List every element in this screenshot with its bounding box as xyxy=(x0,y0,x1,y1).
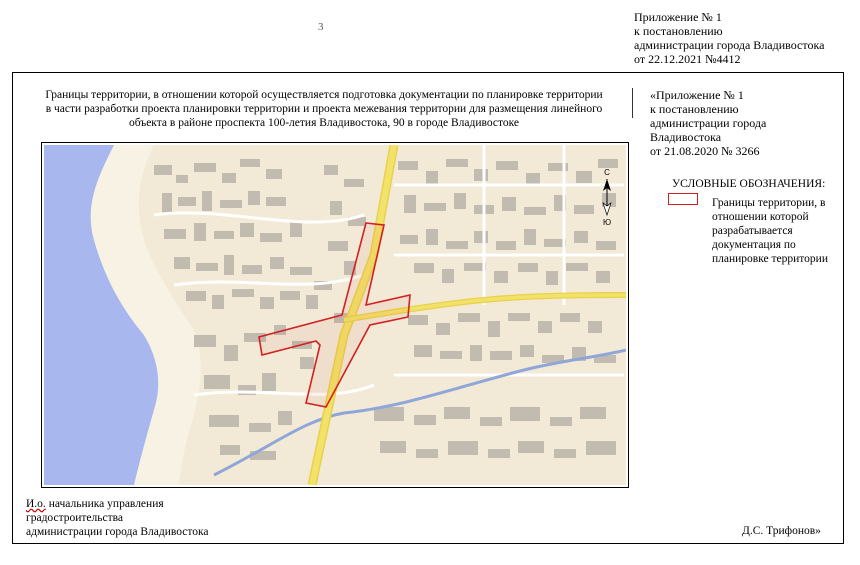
legend-boundary-label: Границы территории, в отношении которой разрабатывается документация по планировке территории xyxy=(712,197,828,265)
signatory-name: Д.С. Трифонов» xyxy=(742,525,821,537)
north-label: С xyxy=(604,168,610,177)
appendix-header-line: администрации города Владивостока xyxy=(634,38,825,52)
inner-appendix xyxy=(650,88,766,158)
page-number: 3 xyxy=(318,21,324,33)
inner-appendix-line: к постановлению xyxy=(650,102,739,116)
legend-boundary-swatch xyxy=(668,193,698,205)
north-arrow xyxy=(600,169,614,231)
signatory-line xyxy=(26,497,209,511)
legend-title: УСЛОВНЫЕ ОБОЗНАЧЕНИЯ: xyxy=(672,178,826,190)
south-label: Ю xyxy=(602,218,612,227)
appendix-header-line: Приложение № 1 xyxy=(634,10,722,24)
compass-arrow-icon xyxy=(600,177,614,217)
appendix-header-line: от 22.12.2021 №4412 xyxy=(634,52,741,66)
signatory-line: градостроительства xyxy=(26,512,124,524)
signatory-title: начальника управления xyxy=(48,498,164,510)
title-divider xyxy=(632,88,633,118)
signatory-block xyxy=(26,497,209,539)
inner-appendix-line: от 21.08.2020 № 3266 xyxy=(650,144,760,158)
inner-appendix-line: Владивостока xyxy=(650,130,722,144)
inner-appendix-line: администрации города xyxy=(650,116,767,130)
city-map[interactable] xyxy=(44,145,626,485)
title-line: в части разработки проекта планировки территории и проекта межевания территории для размещения линейного xyxy=(45,103,603,115)
appendix-header xyxy=(634,10,824,66)
appendix-header-line: к постановлению xyxy=(634,24,723,38)
document-title xyxy=(14,88,634,130)
map-frame xyxy=(41,142,629,488)
inner-appendix-line: «Приложение № 1 xyxy=(650,88,744,102)
signatory-abbr: И.о. xyxy=(26,498,46,510)
title-line: Границы территории, в отношении которой осуществляется подготовка документации по планировке территории xyxy=(45,89,603,101)
signatory-line: администрации города Владивостока xyxy=(26,526,209,538)
map-svg xyxy=(44,145,626,485)
title-line: объекта в районе проспекта 100-летия Владивостока, 90 в городе Владивостоке xyxy=(128,117,520,129)
